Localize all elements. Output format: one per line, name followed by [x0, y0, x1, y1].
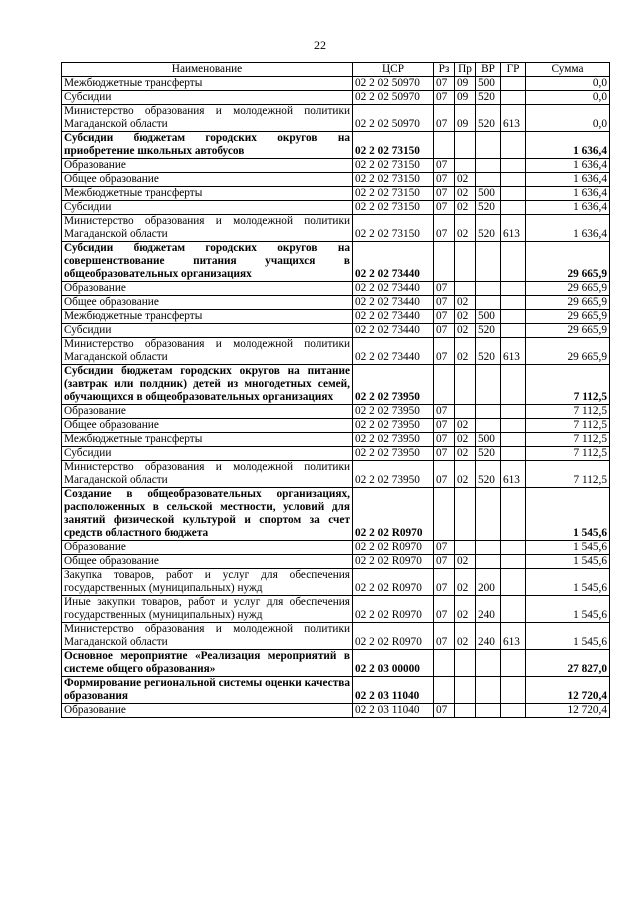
cell-rz: 07 [434, 159, 455, 173]
cell-csr: 02 2 02 R0970 [353, 541, 434, 555]
cell-csr: 02 2 02 73950 [353, 433, 434, 447]
cell-name: Формирование региональной системы оценки качества образования [62, 677, 353, 704]
cell-vr: 520 [476, 324, 501, 338]
cell-sum: 27 827,0 [526, 650, 610, 677]
cell-pr: 02 [455, 173, 476, 187]
table-body [62, 77, 610, 718]
cell-rz [434, 132, 455, 159]
cell-csr: 02 2 02 R0970 [353, 555, 434, 569]
cell-gr [501, 704, 526, 718]
cell-vr: 520 [476, 461, 501, 488]
cell-pr [455, 488, 476, 541]
cell-sum: 0,0 [526, 77, 610, 91]
cell-csr: 02 2 02 73440 [353, 338, 434, 365]
table-row [62, 91, 610, 105]
table-row [62, 596, 610, 623]
cell-name: Субсидии [62, 324, 353, 338]
cell-rz: 07 [434, 461, 455, 488]
cell-gr [501, 569, 526, 596]
cell-sum: 1 636,4 [526, 132, 610, 159]
table-row [62, 447, 610, 461]
cell-vr: 500 [476, 433, 501, 447]
cell-sum: 1 636,4 [526, 187, 610, 201]
cell-sum: 1 545,6 [526, 488, 610, 541]
cell-gr: 613 [501, 623, 526, 650]
cell-gr [501, 447, 526, 461]
cell-vr: 500 [476, 187, 501, 201]
cell-gr [501, 365, 526, 405]
cell-pr: 02 [455, 569, 476, 596]
cell-gr: 613 [501, 105, 526, 132]
table-row [62, 704, 610, 718]
cell-sum: 1 636,4 [526, 159, 610, 173]
cell-name: Министерство образования и молодежной политики Магаданской области [62, 623, 353, 650]
table-row [62, 105, 610, 132]
table-row [62, 324, 610, 338]
cell-csr: 02 2 02 73950 [353, 461, 434, 488]
cell-csr: 02 2 02 R0970 [353, 488, 434, 541]
cell-vr [476, 704, 501, 718]
cell-gr [501, 282, 526, 296]
cell-name: Субсидии бюджетам городских округов на совершенствование питания учащихся в общеобразовательных организациях [62, 242, 353, 282]
page-number: 22 [314, 38, 326, 52]
cell-sum: 12 720,4 [526, 677, 610, 704]
cell-sum: 1 545,6 [526, 555, 610, 569]
table-row [62, 187, 610, 201]
cell-csr: 02 2 02 73950 [353, 405, 434, 419]
cell-vr: 200 [476, 569, 501, 596]
cell-name: Министерство образования и молодежной политики Магаданской области [62, 105, 353, 132]
cell-gr [501, 91, 526, 105]
cell-vr [476, 282, 501, 296]
cell-rz: 07 [434, 296, 455, 310]
cell-gr [501, 419, 526, 433]
cell-pr: 02 [455, 596, 476, 623]
cell-pr: 02 [455, 296, 476, 310]
cell-rz: 07 [434, 310, 455, 324]
table-row [62, 77, 610, 91]
cell-pr: 02 [455, 201, 476, 215]
cell-name: Межбюджетные трансферты [62, 77, 353, 91]
cell-pr: 09 [455, 105, 476, 132]
cell-sum: 29 665,9 [526, 310, 610, 324]
cell-gr [501, 650, 526, 677]
cell-sum: 7 112,5 [526, 461, 610, 488]
cell-sum: 0,0 [526, 105, 610, 132]
cell-rz: 07 [434, 187, 455, 201]
header-pr: Пр [455, 63, 476, 77]
cell-name: Министерство образования и молодежной политики Магаданской области [62, 461, 353, 488]
cell-gr [501, 132, 526, 159]
cell-name: Министерство образования и молодежной политики Магаданской области [62, 215, 353, 242]
cell-rz [434, 677, 455, 704]
cell-name: Министерство образования и молодежной политики Магаданской области [62, 338, 353, 365]
cell-gr [501, 242, 526, 282]
table-header-row [62, 63, 610, 77]
cell-pr: 02 [455, 324, 476, 338]
cell-vr [476, 650, 501, 677]
cell-pr [455, 159, 476, 173]
cell-pr: 02 [455, 310, 476, 324]
cell-csr: 02 2 02 73150 [353, 201, 434, 215]
cell-vr [476, 365, 501, 405]
table-row [62, 623, 610, 650]
cell-rz: 07 [434, 338, 455, 365]
cell-rz: 07 [434, 555, 455, 569]
table-row [62, 569, 610, 596]
cell-gr: 613 [501, 338, 526, 365]
cell-pr [455, 704, 476, 718]
cell-name: Образование [62, 159, 353, 173]
cell-gr [501, 187, 526, 201]
cell-gr [501, 324, 526, 338]
cell-pr: 09 [455, 91, 476, 105]
cell-rz: 07 [434, 173, 455, 187]
cell-csr: 02 2 02 73950 [353, 419, 434, 433]
cell-rz: 07 [434, 447, 455, 461]
cell-sum: 7 112,5 [526, 433, 610, 447]
cell-gr [501, 296, 526, 310]
cell-vr [476, 488, 501, 541]
cell-pr: 02 [455, 338, 476, 365]
cell-name: Иные закупки товаров, работ и услуг для обеспечения государственных (муниципальных) нужд [62, 596, 353, 623]
cell-name: Образование [62, 704, 353, 718]
cell-gr [501, 201, 526, 215]
cell-rz: 07 [434, 282, 455, 296]
table-row-section [62, 488, 610, 541]
cell-rz: 07 [434, 91, 455, 105]
table-row [62, 310, 610, 324]
table-row-section [62, 132, 610, 159]
table-row [62, 215, 610, 242]
cell-name: Субсидии бюджетам городских округов на питание (завтрак или полдник) детей из многодетных семей, обучающихся в общеобразовательных организациях [62, 365, 353, 405]
cell-csr: 02 2 02 73440 [353, 324, 434, 338]
cell-name: Субсидии [62, 91, 353, 105]
cell-pr: 02 [455, 215, 476, 242]
cell-sum: 29 665,9 [526, 242, 610, 282]
cell-sum: 1 636,4 [526, 215, 610, 242]
cell-rz: 07 [434, 433, 455, 447]
cell-csr: 02 2 02 50970 [353, 91, 434, 105]
cell-name: Общее образование [62, 173, 353, 187]
cell-name: Субсидии [62, 447, 353, 461]
cell-pr: 02 [455, 419, 476, 433]
cell-sum: 1 636,4 [526, 173, 610, 187]
cell-name: Закупка товаров, работ и услуг для обеспечения государственных (муниципальных) нужд [62, 569, 353, 596]
table-row-section [62, 242, 610, 282]
cell-csr: 02 2 02 R0970 [353, 596, 434, 623]
cell-vr: 500 [476, 310, 501, 324]
cell-csr: 02 2 03 11040 [353, 704, 434, 718]
cell-pr [455, 282, 476, 296]
cell-rz: 07 [434, 596, 455, 623]
cell-name: Образование [62, 405, 353, 419]
cell-vr [476, 159, 501, 173]
cell-rz: 07 [434, 405, 455, 419]
cell-sum: 7 112,5 [526, 447, 610, 461]
cell-name: Создание в общеобразовательных организациях, расположенных в сельской местности, условий для занятий физической культурой и спортом за счет средств областного бюджета [62, 488, 353, 541]
cell-sum: 29 665,9 [526, 338, 610, 365]
cell-gr [501, 541, 526, 555]
cell-pr: 02 [455, 461, 476, 488]
cell-rz [434, 365, 455, 405]
cell-sum: 1 545,6 [526, 596, 610, 623]
cell-sum: 7 112,5 [526, 405, 610, 419]
cell-sum: 1 636,4 [526, 201, 610, 215]
cell-vr [476, 405, 501, 419]
cell-csr: 02 2 02 73440 [353, 310, 434, 324]
table-row [62, 338, 610, 365]
cell-csr: 02 2 03 11040 [353, 677, 434, 704]
cell-name: Основное мероприятие «Реализация мероприятий в системе общего образования» [62, 650, 353, 677]
cell-gr [501, 488, 526, 541]
cell-vr [476, 541, 501, 555]
cell-gr [501, 433, 526, 447]
header-rz: Рз [434, 63, 455, 77]
cell-pr: 02 [455, 447, 476, 461]
cell-name: Межбюджетные трансферты [62, 310, 353, 324]
cell-csr: 02 2 02 73150 [353, 132, 434, 159]
cell-vr [476, 419, 501, 433]
table-row [62, 555, 610, 569]
cell-csr: 02 2 02 73150 [353, 215, 434, 242]
cell-pr: 02 [455, 187, 476, 201]
cell-vr [476, 677, 501, 704]
cell-vr: 520 [476, 91, 501, 105]
cell-vr: 520 [476, 338, 501, 365]
cell-pr: 02 [455, 623, 476, 650]
cell-csr: 02 2 02 73440 [353, 242, 434, 282]
cell-pr: 02 [455, 433, 476, 447]
cell-gr [501, 405, 526, 419]
cell-gr [501, 677, 526, 704]
cell-pr: 09 [455, 77, 476, 91]
cell-rz: 07 [434, 569, 455, 596]
cell-pr [455, 650, 476, 677]
cell-gr [501, 77, 526, 91]
budget-table [61, 62, 610, 718]
cell-name: Субсидии бюджетам городских округов на приобретение школьных автобусов [62, 132, 353, 159]
cell-pr: 02 [455, 555, 476, 569]
cell-pr [455, 365, 476, 405]
cell-sum: 29 665,9 [526, 324, 610, 338]
cell-vr: 520 [476, 447, 501, 461]
cell-gr: 613 [501, 461, 526, 488]
header-sum: Сумма [526, 63, 610, 77]
header-vr: ВР [476, 63, 501, 77]
cell-vr: 520 [476, 215, 501, 242]
cell-vr [476, 173, 501, 187]
cell-rz [434, 488, 455, 541]
cell-vr [476, 242, 501, 282]
cell-vr [476, 132, 501, 159]
cell-csr: 02 2 02 73950 [353, 447, 434, 461]
cell-rz: 07 [434, 541, 455, 555]
cell-gr: 613 [501, 215, 526, 242]
cell-sum: 0,0 [526, 91, 610, 105]
cell-vr: 520 [476, 105, 501, 132]
header-name: Наименование [62, 63, 353, 77]
table-row-section [62, 677, 610, 704]
cell-pr [455, 132, 476, 159]
cell-name: Межбюджетные трансферты [62, 433, 353, 447]
cell-sum: 12 720,4 [526, 704, 610, 718]
cell-csr: 02 2 02 73440 [353, 296, 434, 310]
cell-vr: 500 [476, 77, 501, 91]
cell-gr [501, 596, 526, 623]
cell-sum: 1 545,6 [526, 569, 610, 596]
cell-pr [455, 405, 476, 419]
table-row [62, 405, 610, 419]
table-row-section [62, 650, 610, 677]
cell-sum: 7 112,5 [526, 365, 610, 405]
cell-gr [501, 159, 526, 173]
table-row-section [62, 365, 610, 405]
cell-csr: 02 2 02 73150 [353, 159, 434, 173]
cell-pr [455, 677, 476, 704]
table-row [62, 282, 610, 296]
cell-csr: 02 2 02 50970 [353, 105, 434, 132]
cell-csr: 02 2 02 73440 [353, 282, 434, 296]
cell-rz: 07 [434, 201, 455, 215]
cell-csr: 02 2 02 73150 [353, 187, 434, 201]
cell-csr: 02 2 02 73950 [353, 365, 434, 405]
cell-gr [501, 173, 526, 187]
table-row [62, 173, 610, 187]
cell-sum: 1 545,6 [526, 541, 610, 555]
cell-vr [476, 296, 501, 310]
cell-csr: 02 2 02 R0970 [353, 569, 434, 596]
table-row [62, 461, 610, 488]
cell-name: Общее образование [62, 419, 353, 433]
cell-sum: 29 665,9 [526, 282, 610, 296]
table-row [62, 159, 610, 173]
cell-sum: 29 665,9 [526, 296, 610, 310]
cell-sum: 7 112,5 [526, 419, 610, 433]
cell-gr [501, 310, 526, 324]
cell-rz: 07 [434, 324, 455, 338]
table-row [62, 541, 610, 555]
cell-csr: 02 2 03 00000 [353, 650, 434, 677]
cell-rz: 07 [434, 419, 455, 433]
cell-name: Образование [62, 282, 353, 296]
cell-vr [476, 555, 501, 569]
cell-rz [434, 242, 455, 282]
cell-vr: 520 [476, 201, 501, 215]
cell-name: Образование [62, 541, 353, 555]
cell-pr [455, 242, 476, 282]
cell-name: Общее образование [62, 296, 353, 310]
cell-rz [434, 650, 455, 677]
cell-vr: 240 [476, 623, 501, 650]
cell-rz: 07 [434, 704, 455, 718]
cell-rz: 07 [434, 623, 455, 650]
cell-rz: 07 [434, 105, 455, 132]
table-row [62, 201, 610, 215]
cell-gr [501, 555, 526, 569]
table-row [62, 296, 610, 310]
header-csr: ЦСР [353, 63, 434, 77]
header-gr: ГР [501, 63, 526, 77]
cell-name: Общее образование [62, 555, 353, 569]
cell-csr: 02 2 02 73150 [353, 173, 434, 187]
cell-csr: 02 2 02 R0970 [353, 623, 434, 650]
cell-pr [455, 541, 476, 555]
cell-vr: 240 [476, 596, 501, 623]
cell-name: Межбюджетные трансферты [62, 187, 353, 201]
table-row [62, 433, 610, 447]
cell-name: Субсидии [62, 201, 353, 215]
cell-csr: 02 2 02 50970 [353, 77, 434, 91]
cell-sum: 1 545,6 [526, 623, 610, 650]
cell-rz: 07 [434, 215, 455, 242]
table-row [62, 419, 610, 433]
cell-rz: 07 [434, 77, 455, 91]
